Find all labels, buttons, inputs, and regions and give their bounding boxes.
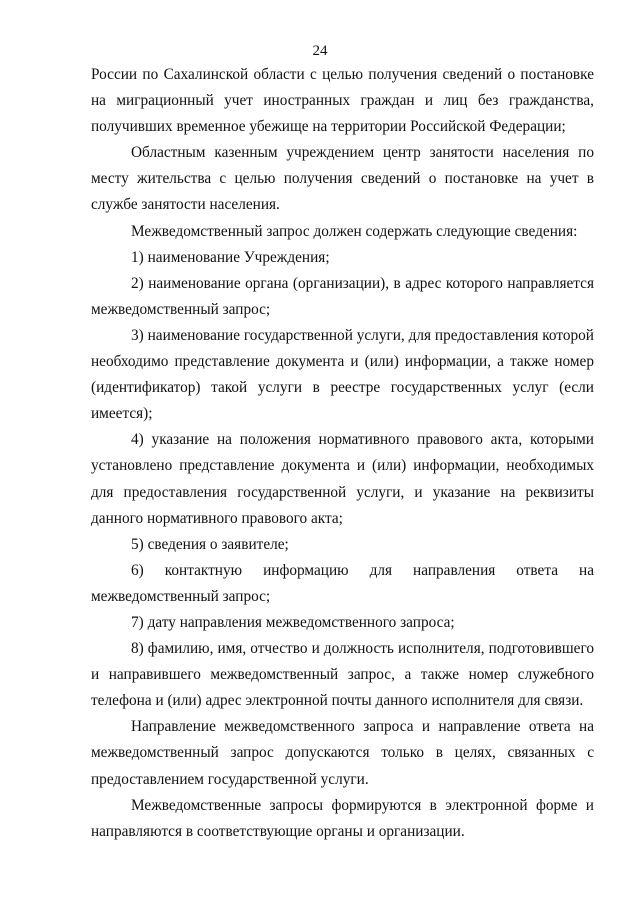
paragraph-electronic-form: Межведомственные запросы формируются в электронной форме и направляются в соответствующие органы и организации. bbox=[91, 796, 594, 840]
page-number: 24 bbox=[312, 43, 328, 59]
list-item-8: 8) фамилию, имя, отчество и должность исполнителя, подготовившего и направившего межведомственный запрос, а также номер служебного телефона и (или) адрес электронной почты данного исполнителя для связи. bbox=[91, 640, 594, 710]
list-item-5: 5) сведения о заявителе; bbox=[131, 535, 289, 553]
list-item-6: 6) контактную информацию для направления ответа на межведомственный запрос; bbox=[91, 561, 594, 605]
paragraph-employment-center: Областным казенным учреждением центр занятости населения по месту жительства с целью получения сведений о постановке на учет в службе занятости населения. bbox=[91, 144, 594, 214]
document-body bbox=[91, 62, 594, 845]
list-item-3: 3) наименование государственной услуги, для предоставления которой необходимо представление документа и (или) информации, а также номер (идентификатор) такой услуги в реестре государственных услуг (если имеется); bbox=[91, 326, 594, 423]
paragraph-request-purpose: Направление межведомственного запроса и направление ответа на межведомственный запрос допускаются только в целях, связанных с предоставлением государственной услуги. bbox=[91, 718, 594, 788]
list-item-2: 2) наименование органа (организации), в адрес которого направляется межведомственный запрос; bbox=[91, 274, 594, 318]
list-item-7: 7) дату направления межведомственного запроса; bbox=[131, 613, 455, 631]
list-item-4: 4) указание на положения нормативного правового акта, которыми установлено представление документа и (или) информации, необходимых для предоставления государственной услуги, и указание на реквизиты данного нормативного правового акта; bbox=[91, 431, 594, 527]
paragraph-request-contents-intro: Межведомственный запрос должен содержать следующие сведения: bbox=[131, 222, 578, 240]
paragraph-continuation: России по Сахалинской области с целью получения сведений о постановке на миграционный учет иностранных граждан и лиц без гражданства, получивших временное убежище на территории Российской Федерации; bbox=[91, 66, 594, 136]
list-item-1: 1) наименование Учреждения; bbox=[131, 248, 330, 266]
